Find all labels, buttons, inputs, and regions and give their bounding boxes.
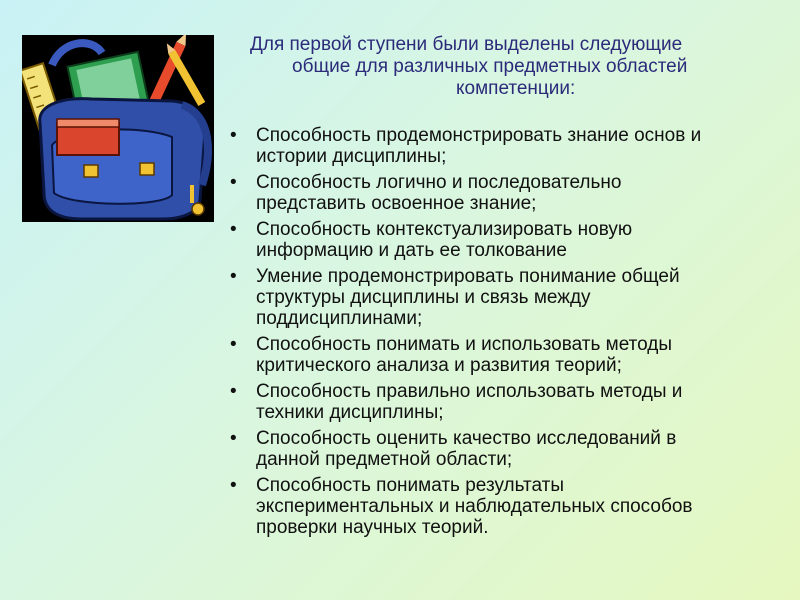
competency-text: экспериментальных и наблюдательных способов xyxy=(256,496,693,517)
bullet-icon: • xyxy=(230,172,237,193)
slide-title xyxy=(250,34,780,100)
competency-item xyxy=(228,172,793,214)
competency-text: Способность контекстуализировать новую xyxy=(256,219,633,240)
bullet-icon: • xyxy=(230,266,237,287)
competency-item xyxy=(228,219,793,261)
competency-text: поддисциплинами; xyxy=(256,308,423,329)
competency-text: информацию и дать ее толкование xyxy=(256,240,567,261)
competency-item xyxy=(228,125,793,167)
competency-list xyxy=(228,125,793,543)
bullet-icon: • xyxy=(230,381,237,402)
competency-item xyxy=(228,381,793,423)
competency-text: Умение продемонстрировать понимание общей xyxy=(256,266,680,287)
competency-item xyxy=(228,475,793,538)
competency-text: представить освоенное знание; xyxy=(256,193,537,214)
competency-text: Способность понимать и использовать методы xyxy=(256,334,673,355)
competency-text: структуры дисциплины и связь между xyxy=(256,287,591,308)
bullet-icon: • xyxy=(230,428,237,449)
competency-text: техники дисциплины; xyxy=(256,402,444,423)
slide-title-line: общие для различных предметных областей xyxy=(292,56,688,77)
competency-text: Способность логично и последовательно xyxy=(256,172,622,193)
competency-text: истории дисциплины; xyxy=(256,146,447,167)
slide-title-line: Для первой ступени были выделены следующие xyxy=(250,34,683,55)
competency-text: Способность понимать результаты xyxy=(256,475,565,496)
competency-text: проверки научных теорий. xyxy=(256,517,489,538)
competency-item xyxy=(228,266,793,329)
competency-text: данной предметной области; xyxy=(256,449,513,470)
competency-text: Способность продемонстрировать знание основ и xyxy=(256,125,702,146)
competency-item xyxy=(228,334,793,376)
bullet-icon: • xyxy=(230,334,237,355)
slide-title-line: компетенции: xyxy=(456,78,576,99)
competency-text: Способность оценить качество исследований в xyxy=(256,428,677,449)
school-bag-clipart xyxy=(22,35,214,222)
competency-text: Способность правильно использовать методы и xyxy=(256,381,683,402)
bullet-icon: • xyxy=(230,219,237,240)
bullet-icon: • xyxy=(230,475,237,496)
competency-text: критического анализа и развития теорий; xyxy=(256,355,622,376)
competency-item xyxy=(228,428,793,470)
bullet-icon: • xyxy=(230,125,237,146)
